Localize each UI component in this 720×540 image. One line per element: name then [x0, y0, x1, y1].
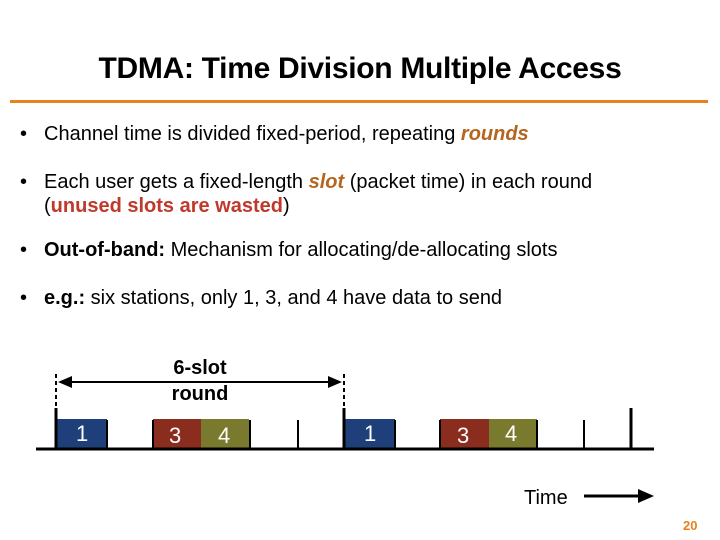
bullet-text-part: Each user gets a fixed-length [44, 171, 309, 193]
bullet-text-part: ) [282, 195, 290, 217]
bullet-text-part: six stations, only 1, 3, and 4 have data to send [85, 287, 503, 309]
bullet-text-part: ( [44, 195, 51, 217]
bullet-dot: • [20, 287, 28, 309]
bullet-text-part: (packet time) in each round [344, 171, 593, 193]
slot-label: 3 [169, 423, 182, 448]
bullet-lead: Out-of-band: [44, 239, 166, 261]
round-arrow-left-head [58, 376, 72, 388]
round-arrow-right-head [328, 376, 342, 388]
slot-label: 3 [457, 423, 470, 448]
page-number: 20 [683, 518, 698, 533]
emphasis-unused-slots: unused slots are wasted [50, 195, 283, 217]
slot-label: 1 [76, 421, 89, 446]
slot-label: 4 [505, 421, 518, 446]
bullet-dot: • [20, 123, 28, 145]
emphasis-slot: slot [308, 171, 345, 193]
slot-label: 1 [364, 421, 377, 446]
emphasis-rounds: rounds [460, 123, 529, 145]
slot-label: 4 [218, 423, 231, 448]
bullet-text-part: Mechanism for allocating/de-allocating slots [165, 239, 558, 261]
bullet-dot: • [20, 239, 28, 261]
time-label: Time [524, 487, 568, 509]
bullet-dot: • [20, 171, 28, 193]
page-title: TDMA: Time Division Multiple Access [98, 52, 622, 85]
round-label-line1: 6-slot [173, 357, 227, 379]
round-label-line2: round [171, 383, 229, 405]
round-label [148, 355, 252, 407]
bullet-lead: e.g.: [44, 287, 86, 309]
bullet-text-part: Channel time is divided fixed-period, repeating [44, 123, 461, 145]
time-arrow-head [638, 489, 654, 503]
